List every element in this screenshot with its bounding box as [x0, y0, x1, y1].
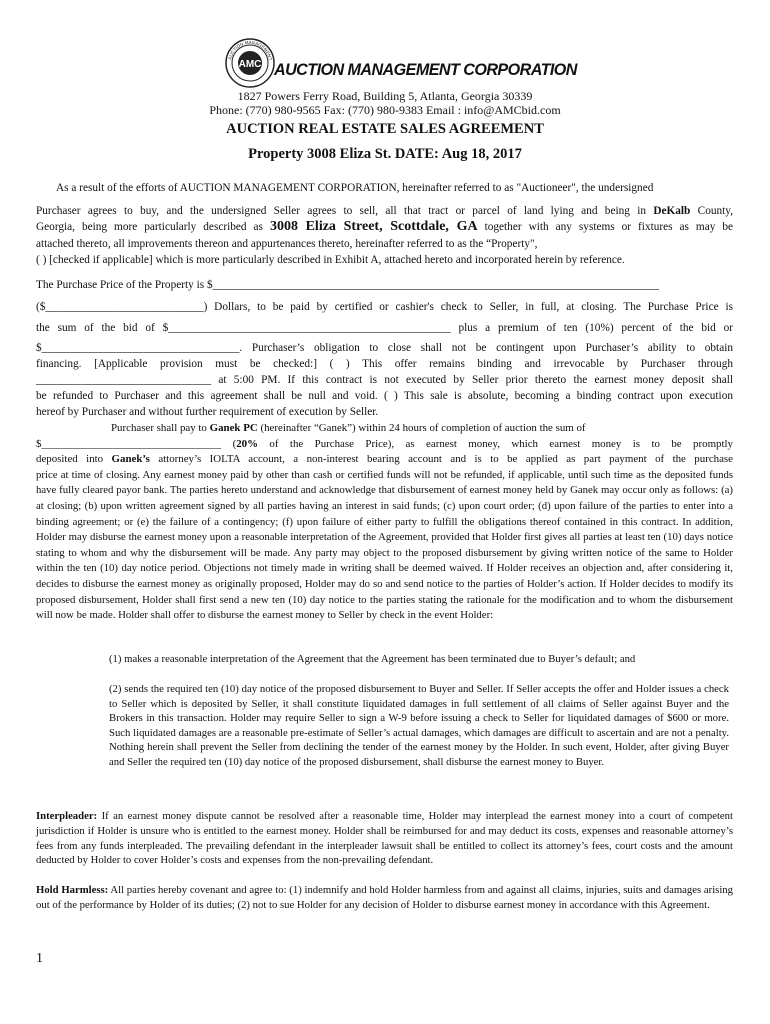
exhibit-checkbox-line: ( ) [checked if applicable] which is more particularly described in Exhibit A, attached hereto and incorporated herein by reference.: [36, 254, 625, 266]
intro-paragraph: [36, 180, 733, 269]
em-text: Purchaser shall pay to: [111, 422, 207, 434]
em-text: attorney’s IOLTA account, a non-interest bearing account and is to be applied as part payment of the purchase: [158, 453, 734, 466]
escrow-holder-name: Ganek PC: [209, 422, 258, 434]
purchase-price-block: [36, 275, 733, 340]
binding-offer-line: financing. [Applicable provision must be checked:] ( ) This offer remains binding and irrevocable by Purchaser through: [36, 358, 733, 370]
bid-line: the sum of the bid of $__________________________________________________ plus a premium of ten (10%) percent of the bid or: [36, 322, 733, 334]
interpleader-paragraph: [36, 809, 733, 868]
em-text: of the Purchase Price), as earnest money, which earnest money is to be promptly: [269, 437, 733, 450]
interpleader-label: Interpleader:: [36, 810, 98, 822]
intro-text: together with any systems or fixtures as may be: [484, 221, 734, 233]
company-contact: Phone: (770) 980-9565 Fax: (770) 980-9383 Email : info@AMCbid.com: [209, 103, 561, 117]
earnest-money-line-3: [36, 452, 733, 468]
intro-line-3: [36, 219, 733, 236]
disbursement-item-1: (1) makes a reasonable interpretation of the Agreement that the Agreement has been terminated due to Buyer’s default; and: [109, 653, 636, 665]
intro-line-4: attached thereto, all improvements thereon and appurtenances thereto, hereinafter referred to as the “Property",: [36, 237, 538, 250]
property-date-line: Property 3008 Eliza St. DATE: Aug 18, 2017: [248, 146, 522, 162]
financing-block: [36, 340, 733, 420]
purchase-price-line: The Purchase Price of the Property is $_______________________________________________________________________________: [36, 279, 659, 291]
document-title: AUCTION REAL ESTATE SALES AGREEMENT: [226, 121, 544, 137]
earnest-money-line-1: [36, 421, 733, 437]
intro-text: Georgia, being more particularly described as: [36, 221, 263, 233]
intro-line-1: As a result of the efforts of AUCTION MANAGEMENT CORPORATION, hereinafter referred to as "Auctioneer", the undersigned: [56, 182, 654, 194]
hold-harmless-paragraph: [36, 883, 733, 913]
absolute-sale-line: hereof by Purchaser and without further requirement of execution by Seller.: [36, 406, 379, 418]
property-address: 3008 Eliza Street, Scottdale, GA: [269, 219, 478, 234]
em-text: $_________________________________ (: [36, 437, 237, 450]
dollars-line: ($____________________________) Dollars, to be paid by certified or cashier's check to Seller, in full, at closing. The Purchase Price is: [36, 300, 733, 313]
financing-line: $___________________________________. Purchaser’s obligation to close shall not be contingent upon Purchaser’s ability to obtain: [36, 342, 733, 354]
intro-text: Purchaser agrees to buy, and the undersigned Seller agrees to sell, all that tract or parcel of land lying and being in: [36, 204, 646, 217]
company-name: AUCTION MANAGEMENT CORPORATION: [274, 60, 577, 79]
company-address: 1827 Powers Ferry Road, Building 5, Atlanta, Georgia 30339: [237, 89, 533, 103]
company-seal-logo: [225, 38, 275, 88]
svg-text:AMC: AMC: [238, 59, 262, 70]
interpleader-text: If an earnest money dispute cannot be resolved after a reasonable time, Holder may interplead the earnest money into a court of competent jurisdiction if Holder is unsure who is entitled to the earnest money. Holder shall be reimbursed for and may deduct its costs, expenses and reasonable attorney’s fees from any funds interpleaded. The prevailing defendant in the interpleader lawsuit shall be entitled to collect its attorney’s fees, court costs and the amount deducted by Holder to cover Holder’s costs and expenses from the non-prevailing defendant.: [36, 810, 733, 867]
earnest-money-body: price at time of closing. Any earnest money paid by other than cash or certified funds will not be refunded, if applicable, until such time as the deposited funds have fully cleared payor bank. The parties hereto understand and acknowledge that disbursement of earnest money held by Ganek may occur only as follows: (a) at closing; (b) upon written agreement signed by all parties having an interest in said funds; (c) upon court order; (d) upon failure of the parties to enter into a binding agreement; or (e) the failure of a contingency; (f) upon failure of either party to fulfill the obligations thereof contained in this contract. In addition, Holder may disburse the earnest money upon a reasonable interpretation of the Agreement, provided that Holder first gives all parties at least ten (10) days notice stating to whom and why the disbursement will be made. Any party may object to the proposed disbursement by giving written notice of the same to Holder within the ten (10) day notice period. Objections not timely made in writing shall be deemed waived. If Holder receives an objection and, after considering it, decides to disburse the earnest money as originally proposed, Holder may do so and send notice to the parties of Holder’s action. If Holder decides to modify its proposed disbursement, Holder shall first send a new ten (10) day notice to the parties stating the rationale for the modification and to whom the disbursement will now be made. Holder shall offer to disburse the earnest money to Seller by check in the event Holder:: [36, 468, 733, 622]
em-text: (hereinafter “Ganek”) within 24 hours of completion of auction the sum of: [260, 422, 586, 434]
intro-line-2: [36, 203, 733, 220]
earnest-money-paragraph: [36, 421, 733, 624]
em-text: deposited into: [36, 453, 104, 466]
intro-text: County,: [697, 204, 734, 217]
svg-text:AUCTION MANAGEMENT: AUCTION MANAGEMENT: [227, 39, 273, 61]
disbursement-item-2: (2) sends the required ten (10) day notice of the proposed disbursement to Buyer and Seller. If Seller accepts the offer and Holder issues a check to Seller which is deposited by Seller, it shall constitute liquidated damages in full settlement of all claims of Seller against Buyer and the Brokers in this transaction. Holder may require Seller to sign a W-9 before issuing a check to Seller for liquidated damages of $600 or more. Such liquidated damages are a reasonable pre-estimate of Seller’s actual damages, which damages are difficult to ascertain and are not a penalty. Nothing herein shall prevent the Seller from declining the tender of the earnest money by the Holder. In such event, Holder, after giving Buyer and Seller the required ten (10) day notice of the proposed disbursement, shall disburse the earnest money to Buyer.: [109, 683, 729, 768]
refund-line: be refunded to Purchaser and this agreement shall be null and void. ( ) This sale is absolute, becoming a binding contract upon execution: [36, 390, 733, 402]
page-number: 1: [36, 951, 43, 966]
hold-harmless-label: Hold Harmless:: [36, 884, 109, 896]
earnest-percent: 20%: [236, 437, 258, 450]
hold-harmless-text: All parties hereby covenant and agree to: (1) indemnify and hold Holder harmless from and against all claims, injuries, suits and damages arising out of the performance by Holder of its duties; (2) not to sue Holder for any decision of Holder to disburse earnest money in accordance with this Agreement.: [36, 884, 733, 911]
escrow-holder-possessive: Ganek’s: [111, 453, 150, 466]
deadline-line: _______________________________ at 5:00 PM. If this contract is not executed by Seller prior thereto the earnest money deposit shall: [36, 374, 733, 386]
earnest-money-line-2: [36, 437, 733, 453]
county-name: DeKalb: [653, 204, 691, 217]
